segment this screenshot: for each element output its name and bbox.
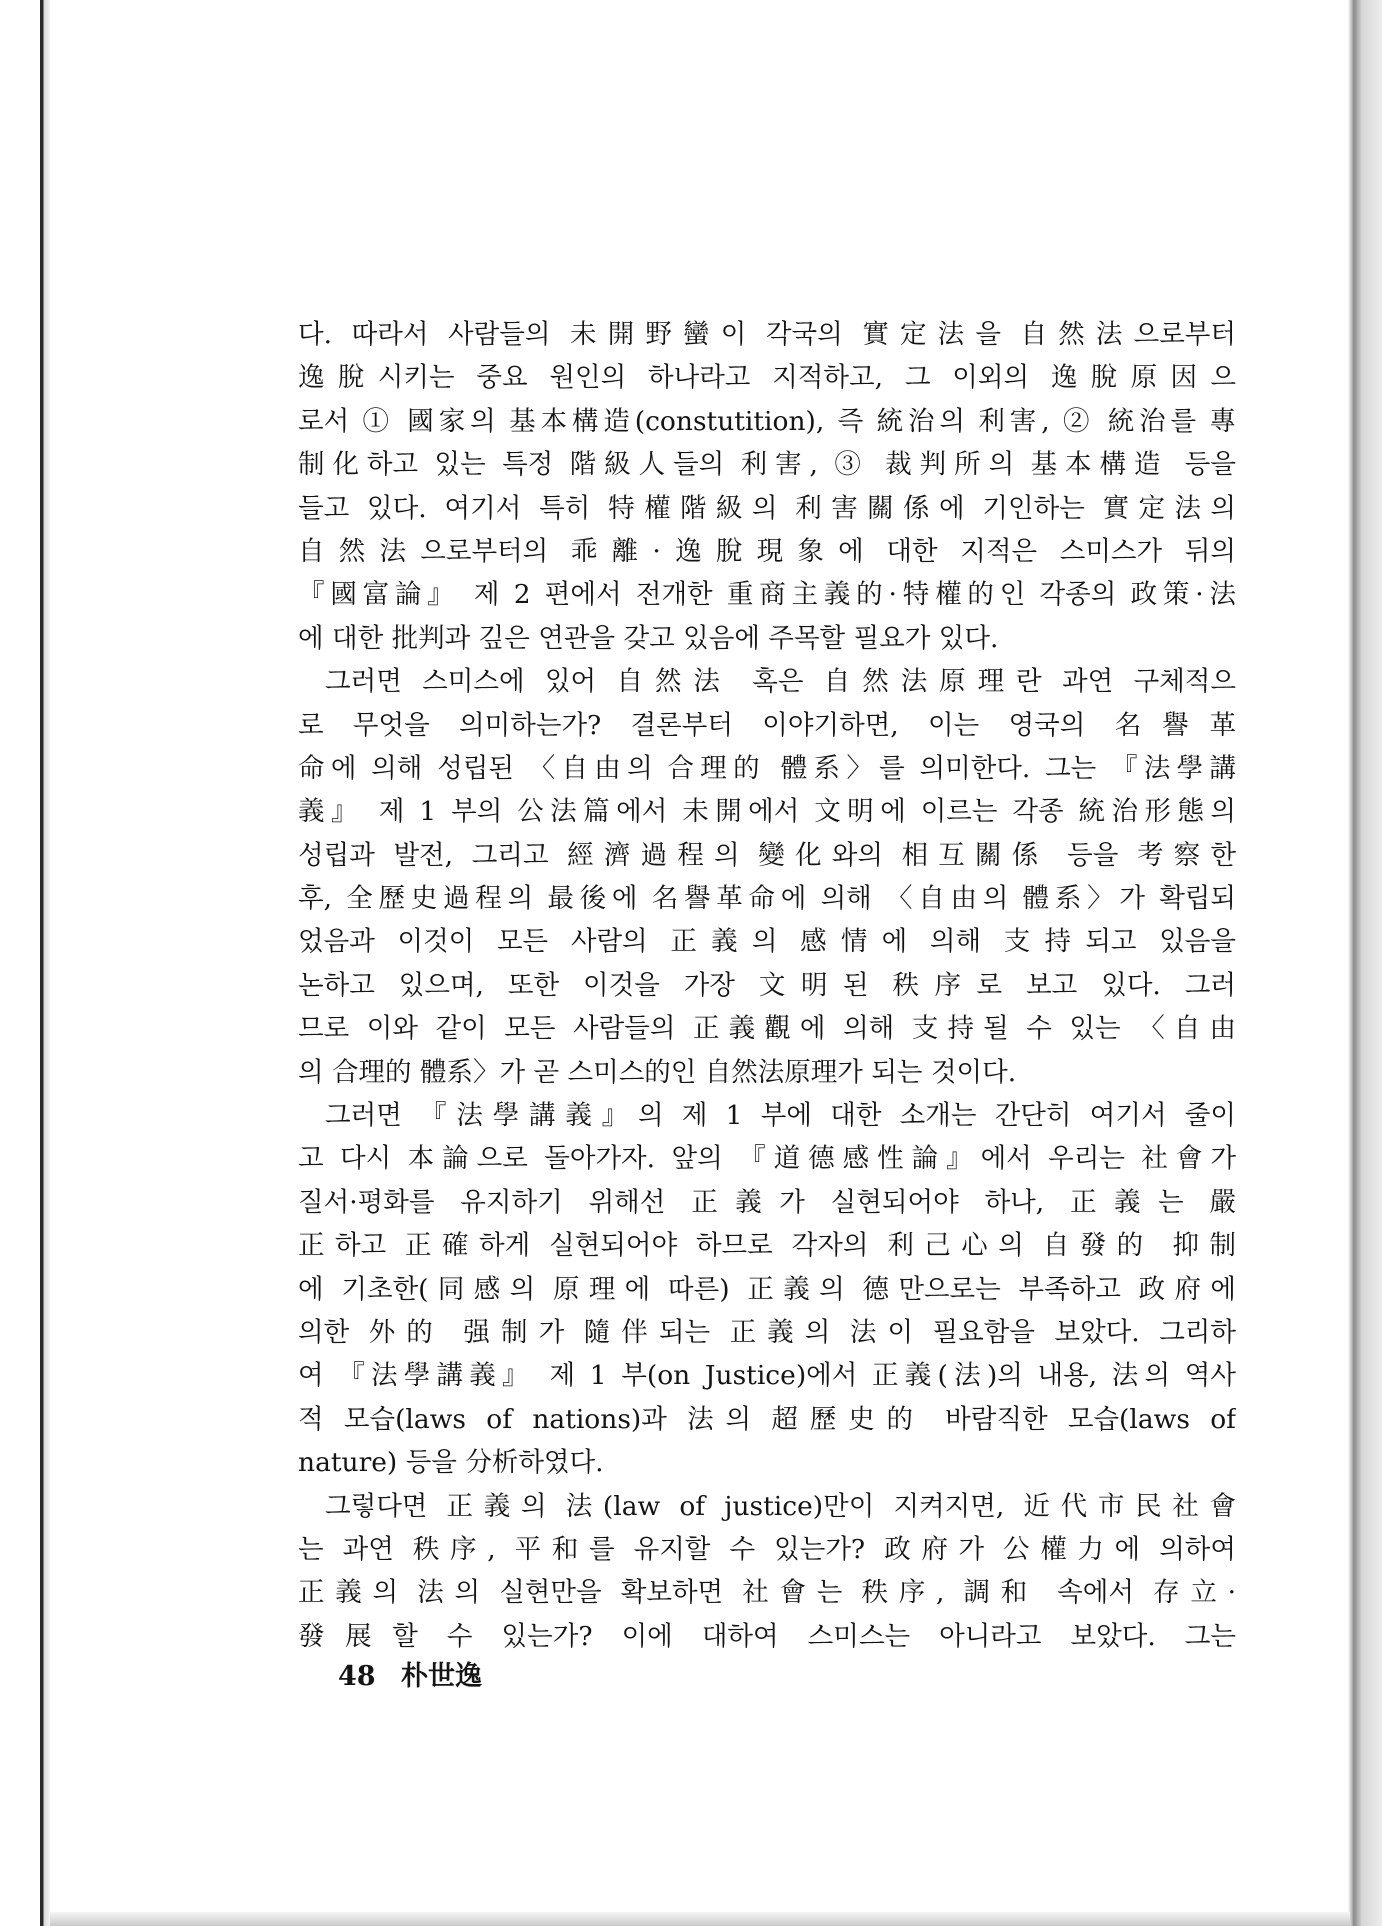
text-line: 성립과 발전, 그리고 經濟過程의 變化와의 相互關係 등을 考察한 xyxy=(298,839,1236,871)
text-line: 의한 外的 强制가 隨伴되는 正義의 法이 필요함을 보았다. 그리하 xyxy=(298,1316,1236,1348)
text-line: 적 모습(laws of nations)과 法의 超歷史的 바람직한 모습(laws of xyxy=(298,1403,1236,1435)
text-line: nature) 등을 分析하였다. xyxy=(298,1447,604,1479)
scan-right-edge xyxy=(1348,0,1382,1926)
text-line: 命에 의해 성립된 〈自由의 合理的 體系〉를 의미한다. 그는 『法學講 xyxy=(298,752,1236,784)
text-line: 그러면 『法學講義』의 제 1 부에 대한 소개는 간단히 여기서 줄이 xyxy=(325,1100,1236,1132)
text-line: 고 다시 本論으로 돌아가자. 앞의 『道德感性論』에서 우리는 社會가 xyxy=(298,1143,1236,1175)
text-line: 논하고 있으며, 또한 이것을 가장 文明된 秩序로 보고 있다. 그러 xyxy=(298,969,1236,1001)
text-line: 制化하고 있는 특정 階級人들의 利害, ③ 裁判所의 基本構造 등을 xyxy=(298,449,1236,481)
text-line: 그러면 스미스에 있어 自然法 혹은 自然法原理란 과연 구체적으 xyxy=(325,666,1236,698)
text-line: 義』 제 1 부의 公法篇에서 未開에서 文明에 이르는 각종 統治形態의 xyxy=(298,796,1236,828)
text-line: 逸脫시키는 중요 원인의 하나라고 지적하고, 그 이외의 逸脫原因으 xyxy=(298,362,1236,394)
text-line: 로서 ① 國家의 基本構造(constutition), 즉 統治의 利害, ② 統治를 專 xyxy=(298,405,1236,437)
text-line: 므로 이와 같이 모든 사람들의 正義觀에 의해 支持될 수 있는 〈自由 xyxy=(298,1013,1236,1045)
scan-left-edge xyxy=(40,0,50,1926)
text-line: 었음과 이것이 모든 사람의 正義의 感情에 의해 支持되고 있음을 xyxy=(298,926,1236,958)
text-line: 질서·평화를 유지하기 위해선 正義가 실현되어야 하나, 正義는 嚴 xyxy=(298,1186,1236,1218)
text-line: 의 合理的 體系〉가 곧 스미스的인 自然法原理가 되는 것이다. xyxy=(298,1056,1017,1088)
text-line: 『國富論』 제 2 편에서 전개한 重商主義的·特權的인 각종의 政策·法 xyxy=(298,579,1236,611)
text-line: 다. 따라서 사람들의 未開野蠻이 각국의 實定法을 自然法으로부터 xyxy=(298,319,1236,350)
text-line: 여 『法學講義』 제 1 부(on Justice)에서 正義(法)의 내용, 法의 역사 xyxy=(298,1360,1236,1392)
text-line: 正하고 正確하게 실현되어야 하므로 각자의 利己心의 自發的 抑制 xyxy=(298,1230,1236,1262)
text-line: 에 대한 批判과 깊은 연관을 갖고 있음에 주목할 필요가 있다. xyxy=(298,622,999,654)
text-line: 는 과연 秩序, 平和를 유지할 수 있는가? 政府가 公權力에 의하여 xyxy=(298,1533,1236,1565)
text-line: 들고 있다. 여기서 특히 特權階級의 利害關係에 기인하는 實定法의 xyxy=(298,492,1236,524)
author-name: 朴世逸 xyxy=(400,1661,482,1692)
text-line: 發展할 수 있는가? 이에 대하여 스미스는 아니라고 보았다. 그는 xyxy=(298,1620,1236,1652)
scan-bottom-edge xyxy=(50,1912,1350,1926)
text-line: 에 기초한(同感의 原理에 따른) 正義의 德만으로는 부족하고 政府에 xyxy=(298,1273,1236,1305)
page-footer xyxy=(338,1654,482,1693)
body-text xyxy=(298,313,1236,1658)
page-number: 48 xyxy=(338,1661,376,1692)
text-line: 로 무엇을 의미하는가? 결론부터 이야기하면, 이는 영국의 名譽革 xyxy=(298,709,1236,741)
text-line: 正義의 法의 실현만을 확보하면 社會는 秩序, 調和 속에서 存立· xyxy=(298,1577,1236,1609)
text-line: 그렇다면 正義의 法(law of justice)만이 지켜지면, 近代市民社會 xyxy=(325,1490,1236,1522)
text-line: 自然法으로부터의 乖離·逸脫現象에 대한 지적은 스미스가 뒤의 xyxy=(298,535,1236,567)
text-line: 후, 全歷史過程의 最後에 名譽革命에 의해 〈自由의 體系〉가 확립되 xyxy=(298,883,1236,915)
